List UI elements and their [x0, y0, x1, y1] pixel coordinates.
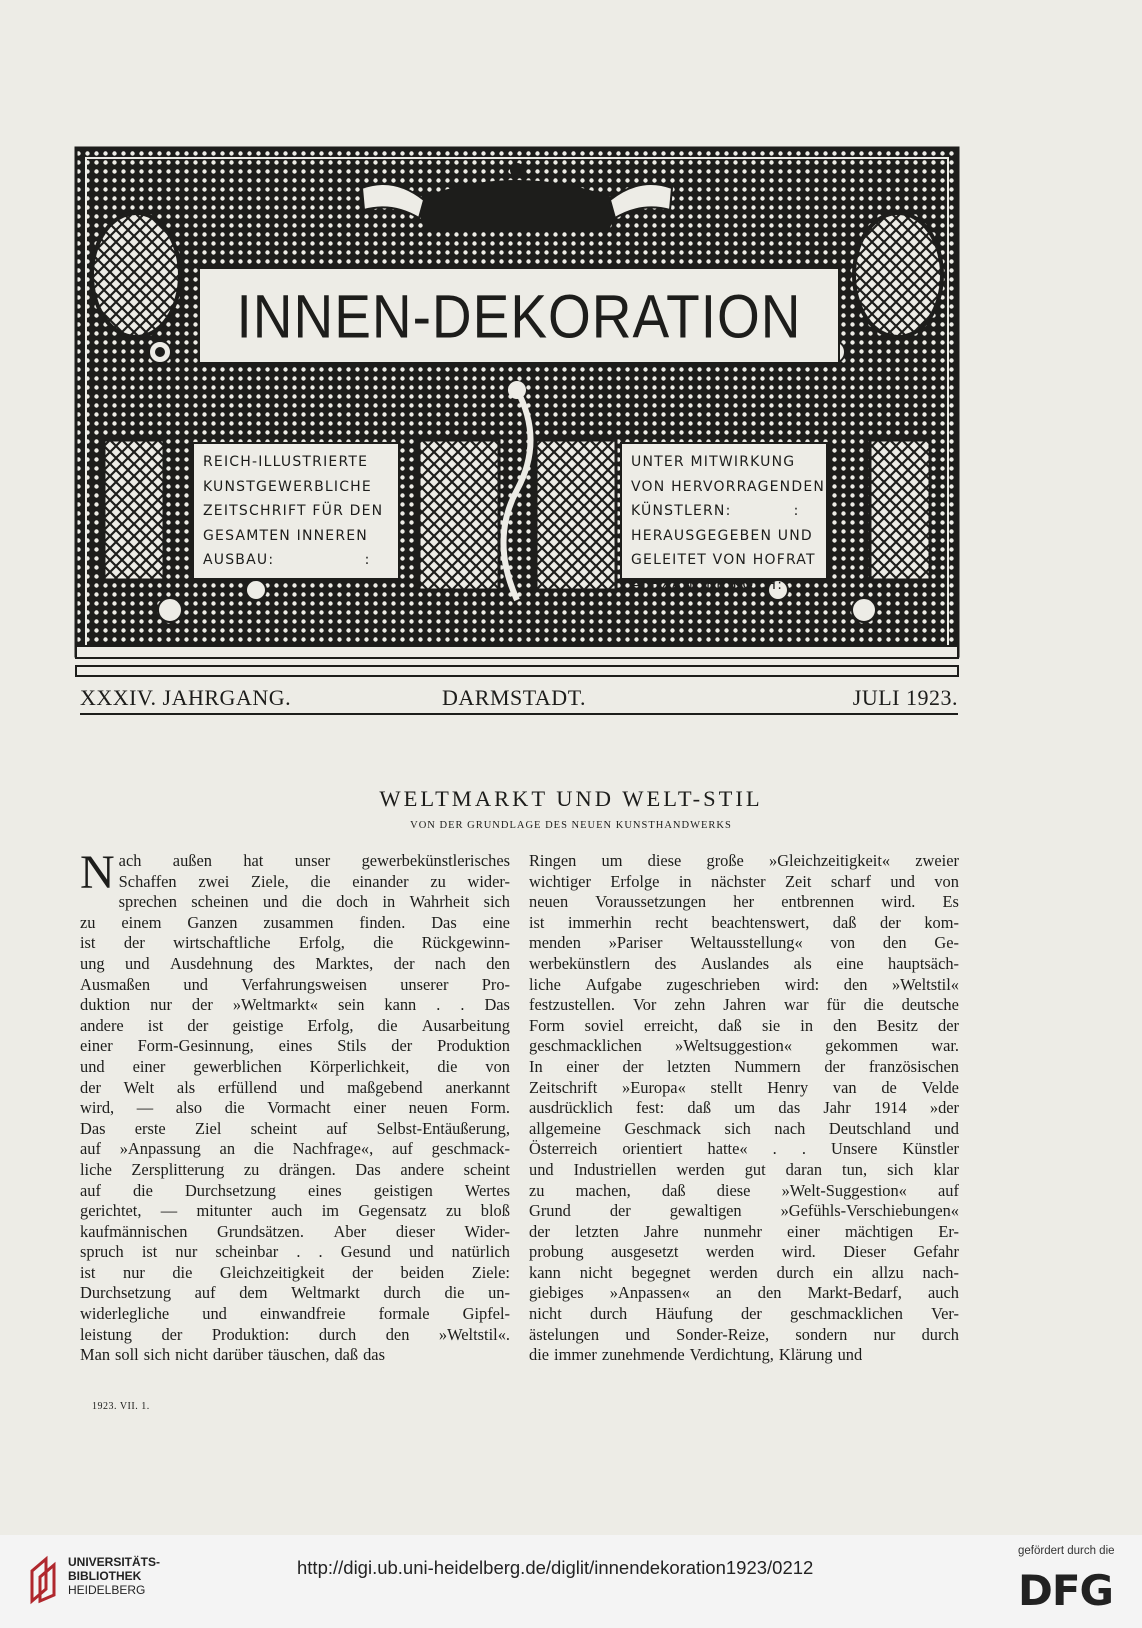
- text-line: kann nicht begegnet werden durch ein allzu nach-: [529, 1262, 959, 1282]
- text-line: nicht durch Häufung der geschmacklichen Ver-: [529, 1304, 959, 1324]
- panel-line: GELEITET VON HOFRAT: [631, 552, 816, 568]
- text-line: Man soll sich nicht darüber täuschen, daß das: [80, 1345, 385, 1365]
- library-name: [68, 1555, 160, 1597]
- text-line: Zeitschrift »Europa« stellt Henry van de Velde: [529, 1077, 959, 1097]
- text-line: ausdrücklich fest: daß um das Jahr 1914 »der: [529, 1098, 959, 1118]
- panel-line: KUNSTGEWERBLICHE: [203, 478, 372, 495]
- masthead: [74, 140, 960, 680]
- text-line: duktion nur der »Weltmarkt« sein kann . . Das: [80, 995, 510, 1015]
- title-box: [198, 267, 840, 364]
- text-line: liche Aufgabe zugeschrieben wird: den »Weltstil«: [529, 974, 959, 994]
- text-line: wird, — also die Vormacht einer neuen Form.: [80, 1098, 510, 1118]
- text-line: Form soviel erreicht, daß sie in den Besitz der: [529, 1015, 959, 1035]
- library-line: BIBLIOTHEK: [68, 1569, 142, 1583]
- text-line: liche Zersplitterung zu drängen. Das andere scheint: [80, 1159, 510, 1179]
- text-line: die immer zunehmende Verdichtung, Klärung und: [529, 1345, 863, 1365]
- text-line: ist immerhin recht beachtenswert, daß der kom-: [529, 912, 959, 932]
- text-line: Ausmaßen und Verfahrungsweisen unserer Pro-: [80, 974, 510, 994]
- text-line: Durchsetzung auf dem Weltmarkt durch die un-: [80, 1283, 510, 1303]
- panel-line: UNTER MITWIRKUNG: [631, 454, 796, 470]
- article-title: WELTMARKT UND WELT-STIL: [379, 786, 763, 811]
- page-signature: 1923. VII. 1.: [92, 1401, 150, 1412]
- text-line: neuen Voraussetzungen her entbrennen wird. Es: [529, 892, 959, 912]
- text-line: festzustellen. Vor zehn Jahren war für die deutsche: [529, 995, 959, 1015]
- magazine-title: INNEN-DEKORATION: [236, 280, 802, 351]
- text-line: andere ist der geistige Erfolg, die Ausarbeitung: [80, 1015, 510, 1035]
- text-line: In einer der letzten Nummern der französischen: [529, 1056, 959, 1076]
- university-logo-icon: [28, 1555, 62, 1605]
- panel-line: ALEXANDER KOCH: :: [631, 576, 801, 593]
- text-line: sprechen scheinen und die doch in Wahrheit sich: [118, 892, 510, 912]
- text-line: giebiges »Anpassen« an den Markt-Bedarf, auch: [529, 1283, 959, 1303]
- text-line: und Industriellen werden gut daran tun, sich klar: [529, 1159, 959, 1179]
- subtitle-panel: [192, 442, 400, 580]
- library-line: UNIVERSITÄTS-: [68, 1555, 161, 1569]
- issue-line: [80, 683, 958, 715]
- text-line: auf »Anpassung an die Nachfrage«, auf geschmack-: [80, 1139, 510, 1159]
- text-line: Das erste Ziel scheint auf Selbst-Entäußerung,: [80, 1118, 510, 1138]
- text-line: Grund der gewaltigen »Gefühls-Verschiebungen«: [529, 1201, 959, 1221]
- text-line: widerlegliche und einwandfreie formale Gipfel-: [80, 1304, 510, 1324]
- library-line: HEIDELBERG: [68, 1583, 146, 1597]
- panel-line: GESAMTEN INNEREN: [203, 527, 368, 544]
- article-subtitle: VON DER GRUNDLAGE DES NEUEN KUNSTHANDWERKS: [410, 820, 732, 831]
- panel-line: HERAUSGEGEBEN UND: [631, 527, 813, 544]
- text-line: kaufmännischen Grundsätzen. Aber dieser Wider-: [80, 1221, 510, 1241]
- text-line: menden »Pariser Weltausstellung« von den Ge-: [529, 933, 959, 953]
- text-line: leistung der Produktion: durch den »Weltstil«.: [80, 1324, 510, 1344]
- text-line: Schaffen zwei Ziele, die einander zu wider-: [118, 871, 510, 891]
- source-url-link[interactable]: http://digi.ub.uni-heidelberg.de/diglit/innendekoration1923/0212: [297, 1557, 814, 1578]
- text-line: der Welt als erfüllend und maßgebend anerkannt: [80, 1077, 510, 1097]
- text-line: zu einem Ganzen zusammen finden. Das eine: [80, 912, 510, 932]
- text-line: ung und Ausdehnung des Marktes, der nach den: [80, 953, 510, 973]
- text-line: der letzten Jahre nunmehr einer mächtigen Er-: [529, 1221, 959, 1241]
- text-line: Ringen um diese große »Gleichzeitigkeit« zweier: [529, 851, 959, 870]
- left-column: [80, 846, 510, 1366]
- text-line: wichtiger Erfolge in nächster Zeit scharf und von: [529, 871, 959, 891]
- text-line: einer Form-Gesinnung, eines Stils der Produktion: [80, 1036, 510, 1056]
- panel-line: ZEITSCHRIFT FÜR DEN: [203, 503, 384, 519]
- text-line: ästelungen und Sonder-Reize, sondern nur durch: [529, 1324, 959, 1344]
- text-line: zu machen, daß diese »Welt-Suggestion« auf: [529, 1180, 959, 1200]
- panel-line: AUSBAU: :: [203, 552, 371, 568]
- dfg-logo: DFG: [1018, 1566, 1114, 1615]
- panel-line: REICH-ILLUSTRIERTE: [203, 454, 369, 470]
- lace-ornament: [74, 140, 960, 680]
- drop-cap: N: [80, 846, 115, 899]
- text-line: werbekünstlern des Auslandes als eine hauptsäch-: [529, 953, 959, 973]
- date-label: JULI 1923.: [852, 685, 958, 710]
- text-line: ist der wirtschaftliche Erfolg, die Rückgewinn-: [80, 933, 510, 953]
- text-line: gerichtet, — mitunter auch im Gegensatz zu bloß: [80, 1201, 510, 1221]
- editor-panel: [620, 442, 828, 593]
- place-label: DARMSTADT.: [442, 685, 587, 710]
- right-column: [529, 851, 959, 1366]
- volume-label: XXXIV. JAHRGANG.: [80, 685, 292, 710]
- panel-line: KÜNSTLERN: :: [631, 503, 800, 519]
- text-line: geschmacklichen »Weltsuggestion« gekommen war.: [529, 1036, 959, 1056]
- text-line: spruch ist nur scheinbar . . Gesund und natürlich: [80, 1242, 510, 1262]
- text-line: probung ausgesetzt werden wird. Dieser Gefahr: [529, 1242, 959, 1262]
- text-line: und einer gewerblichen Körperlichkeit, die von: [80, 1056, 510, 1076]
- funding-label: gefördert durch die: [1018, 1545, 1115, 1557]
- text-line: auf die Durchsetzung eines geistigen Wertes: [80, 1180, 510, 1200]
- panel-line: VON HERVORRAGENDEN: [631, 478, 826, 495]
- text-line: ach außen hat unser gewerbekünstlerisches: [118, 851, 510, 870]
- footer-bar: [0, 1535, 1142, 1628]
- text-line: ist nur die Gleichzeitigkeit der beiden Ziele:: [80, 1262, 510, 1282]
- text-line: allgemeine Geschmack sich nach Deutschland und: [529, 1118, 959, 1138]
- text-line: Österreich orientiert hatte« . . Unsere Künstler: [529, 1139, 959, 1159]
